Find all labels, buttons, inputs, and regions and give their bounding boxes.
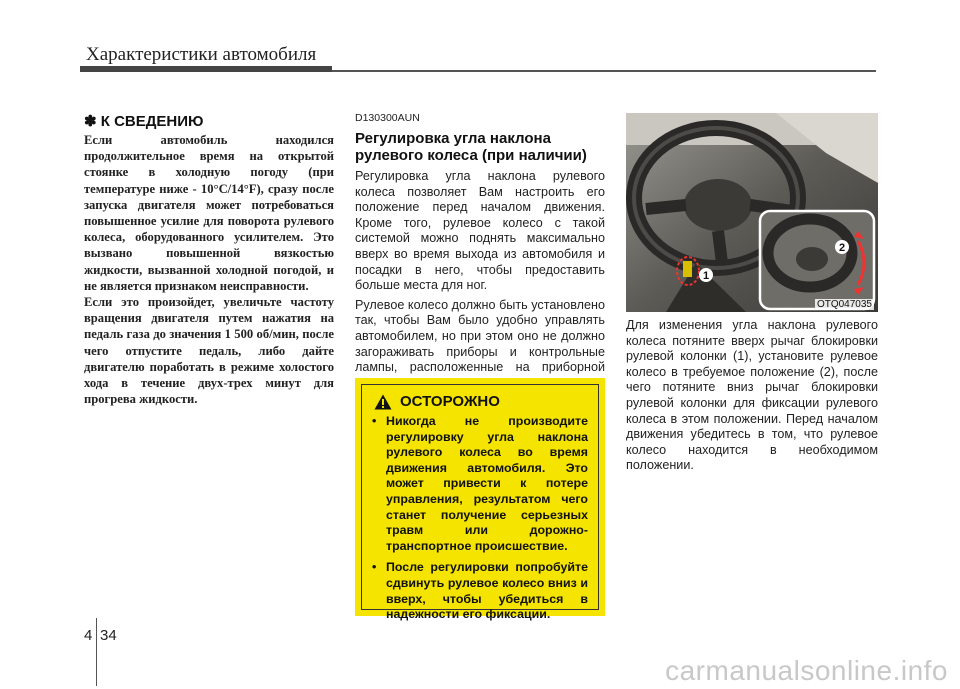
watermark: carmanualsonline.info	[665, 655, 948, 686]
notice-paragraph-2: Если это произойдет, увеличьте частоту вращения двигателя путем нажатия на педаль газа до значения 1 500 об/мин, после чего отпустите педаль, либо дайте двигателю поработать в режиме холостого хода в течение двух-трех минут для прогрева жидкости.	[84, 295, 334, 407]
right-paragraph: Для изменения угла наклона рулевого колеса потяните вверх рычаг блокировки рулевой колонки (1), установите рулевое колесо в требуемое положение (2), после чего потяните вниз рычаг блокировки рулевой колонки для фиксации рулевого колеса в этом положении. Перед началом движения убедитесь в том, что рулевое колесо находится в необходимом положении.	[626, 318, 878, 473]
page-separator	[96, 618, 97, 686]
section-paragraph-2: Рулевое колесо должно быть установлено так, чтобы Вам было удобно управлять автомобилем, но при этом оно не должно загораживать приборы и контрольные лампы, расположенные на приборной	[355, 297, 605, 375]
notice-star-icon: ✽	[84, 113, 97, 130]
warning-title: ОСТОРОЖНО	[400, 393, 500, 410]
steering-tilt-figure	[626, 113, 878, 312]
warning-triangle-icon	[374, 394, 392, 410]
warning-header	[362, 385, 598, 410]
notice-title: К СВЕДЕНИЮ	[100, 113, 204, 130]
notice-paragraph-1: Если автомобиль находился продолжительное время на открытой стоянке в холодную погоду (при температуре ниже - 10°C/14°F), сразу после запуска двигателя может потребоваться повышенное усилие для поворота рулевого колеса, оборудованного усилителем. Это вызвано повышенной вязкостью жидкости, вызванной холодной погодой, и не является признаком неисправности.	[84, 133, 334, 293]
chapter-number: 4	[84, 627, 93, 644]
warning-list	[362, 414, 598, 623]
page-number: 34	[100, 627, 117, 644]
section-title: Регулировка угла наклона рулевого колеса (при наличии)	[355, 130, 587, 164]
header-bar	[80, 66, 332, 72]
section-paragraph-1: Регулировка угла наклона рулевого колеса позволяет Вам настроить его положение перед началом движения. Кроме того, рулевое колесо с такой системой можно поднять максимально вверх во время выхода из автомобиля и посадки в него, чтобы предоставить больше места для ног.	[355, 169, 605, 293]
warning-item: • После регулировки попробуйте сдвинуть рулевое колесо вниз и вверх, чтобы убедиться в надежности его фиксации.	[372, 560, 588, 622]
warning-box-inner	[361, 384, 599, 622]
tilt-section-column	[355, 112, 605, 395]
warning-item: • Никогда не производите регулировку угла наклона рулевого колеса во время движения автомобиля. Это может привести к потере управления, результатом чего станет получение серьезных травм или дорожно-транспортное происшествие.	[372, 414, 588, 554]
callout-2: 2	[838, 242, 846, 254]
steering-wheel-illustration	[626, 113, 878, 312]
right-text-column	[626, 318, 878, 478]
section-code: D130300AUN	[355, 112, 420, 124]
notice-column	[84, 112, 334, 407]
warning-box	[355, 378, 605, 622]
chapter-title: Характеристики автомобиля	[86, 44, 317, 65]
figure-label: OTQ047035	[816, 299, 872, 310]
callout-1: 1	[702, 270, 710, 282]
notice-heading	[84, 112, 334, 130]
